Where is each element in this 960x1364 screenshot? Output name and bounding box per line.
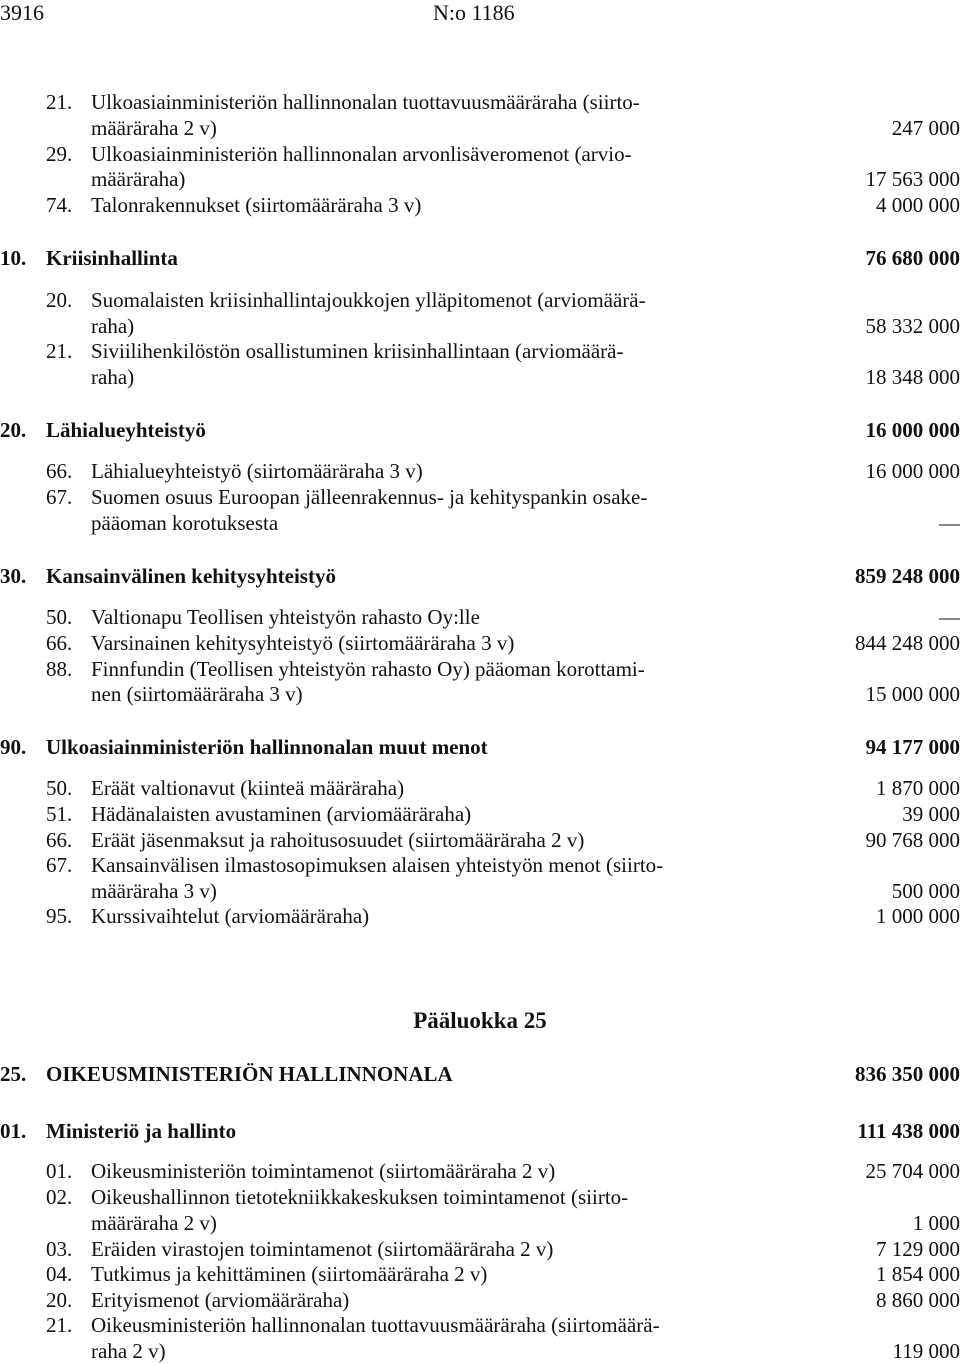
item-amount: 119 000 [893, 1338, 960, 1364]
section-heading-row [0, 563, 960, 589]
item-text: pääoman korotuksesta [91, 510, 278, 536]
item-text: Suomalaisten kriisinhallintajoukkojen ylläpitomenot (arviomäärä- [91, 287, 646, 313]
budget-item-row [0, 1261, 960, 1287]
item-amount: 76 680 000 [866, 245, 960, 271]
item-text: Suomen osuus Euroopan jälleenrakennus- ja kehityspankin osake- [91, 484, 647, 510]
item-text: raha) [91, 364, 134, 390]
item-text: määräraha 2 v) [91, 1210, 217, 1236]
item-amount: 4 000 000 [876, 192, 960, 218]
item-number: 50. [46, 775, 72, 801]
item-amount: 1 000 [913, 1210, 960, 1236]
budget-item-row [0, 656, 960, 682]
budget-item-row [0, 1210, 960, 1236]
item-text: Valtionapu Teollisen yhteistyön rahasto Oy:lle [91, 604, 480, 630]
item-amount: 844 248 000 [855, 630, 960, 656]
budget-item-row [0, 1184, 960, 1210]
item-text: Talonrakennukset (siirtomääräraha 3 v) [91, 192, 421, 218]
item-text: Finnfundin (Teollisen yhteistyön rahasto Oy) pääoman korottami- [91, 656, 645, 682]
section-heading-row [0, 734, 960, 760]
item-number: 88. [46, 656, 72, 682]
item-text: Kriisinhallinta [46, 245, 178, 271]
budget-item-row [0, 141, 960, 167]
item-number: 21. [46, 1312, 72, 1338]
item-amount: 39 000 [902, 801, 960, 827]
item-amount: 58 332 000 [866, 313, 960, 339]
budget-item-row [0, 827, 960, 853]
item-amount: 90 768 000 [866, 827, 960, 853]
item-number: 01. [0, 1118, 26, 1144]
item-text: Tutkimus ja kehittäminen (siirtomääräraha 2 v) [91, 1261, 487, 1287]
item-number: 30. [0, 563, 26, 589]
document-number: N:o 1186 [433, 0, 515, 26]
empty-amount-dash: — [939, 510, 960, 536]
item-text: määräraha 2 v) [91, 115, 217, 141]
item-amount: 8 860 000 [876, 1287, 960, 1313]
budget-item-row [0, 1236, 960, 1262]
item-text: Ministeriö ja hallinto [46, 1118, 236, 1144]
item-text: Kansainvälinen kehitysyhteistyö [46, 563, 336, 589]
item-number: 95. [46, 903, 72, 929]
item-number: 21. [46, 338, 72, 364]
budget-item-row [0, 484, 960, 510]
item-number: 29. [46, 141, 72, 167]
item-text: Ulkoasiainministeriön hallinnonalan tuottavuusmääräraha (siirto- [91, 89, 640, 115]
item-text: määräraha) [91, 166, 185, 192]
budget-item-row [0, 89, 960, 115]
item-text: Eräät valtionavut (kiinteä määräraha) [91, 775, 404, 801]
budget-item-row [0, 510, 960, 536]
item-text: Lähialueyhteistyö (siirtomääräraha 3 v) [91, 458, 423, 484]
item-amount: 1 870 000 [876, 775, 960, 801]
item-number: 10. [0, 245, 26, 271]
item-number: 20. [46, 287, 72, 313]
item-amount: 16 000 000 [866, 417, 960, 443]
item-number: 51. [46, 801, 72, 827]
section-heading-row [0, 417, 960, 443]
item-amount: 859 248 000 [855, 563, 960, 589]
empty-amount-dash: — [939, 604, 960, 630]
item-amount: 16 000 000 [866, 458, 960, 484]
budget-item-row [0, 604, 960, 630]
item-number: 67. [46, 852, 72, 878]
item-number: 66. [46, 827, 72, 853]
budget-item-row [0, 287, 960, 313]
budget-item-row [0, 801, 960, 827]
item-amount: 15 000 000 [866, 681, 960, 707]
item-text: Siviilihenkilöstön osallistuminen kriisinhallintaan (arviomäärä- [91, 338, 624, 364]
item-text: Hädänalaisten avustaminen (arviomääräraha) [91, 801, 471, 827]
budget-item-row [0, 458, 960, 484]
budget-item-row [0, 1287, 960, 1313]
item-text: OIKEUSMINISTERIÖN HALLINNONALA [46, 1061, 453, 1087]
budget-item-row [0, 192, 960, 218]
item-amount: 25 704 000 [866, 1158, 960, 1184]
item-text: Ulkoasiainministeriön hallinnonalan muut menot [46, 734, 488, 760]
budget-item-row [0, 1338, 960, 1364]
section-heading-row [0, 245, 960, 271]
item-text: nen (siirtomääräraha 3 v) [91, 681, 303, 707]
item-number: 50. [46, 604, 72, 630]
section-heading-row [0, 1118, 960, 1144]
item-text: määräraha 3 v) [91, 878, 217, 904]
main-class-title: Pääluokka 25 [0, 1008, 960, 1034]
budget-item-row [0, 630, 960, 656]
page-header [0, 0, 960, 26]
item-amount: 17 563 000 [866, 166, 960, 192]
item-number: 25. [0, 1061, 26, 1087]
item-text: Ulkoasiainministeriön hallinnonalan arvonlisäveromenot (arvio- [91, 141, 632, 167]
item-text: Kansainvälisen ilmastosopimuksen alaisen yhteistyön menot (siirto- [91, 852, 663, 878]
item-text: Kurssivaihtelut (arviomääräraha) [91, 903, 369, 929]
item-number: 21. [46, 89, 72, 115]
item-amount: 18 348 000 [866, 364, 960, 390]
item-number: 01. [46, 1158, 72, 1184]
item-number: 20. [46, 1287, 72, 1313]
item-amount: 247 000 [892, 115, 960, 141]
item-amount: 836 350 000 [855, 1061, 960, 1087]
budget-item-row [0, 313, 960, 339]
item-text: raha 2 v) [91, 1338, 166, 1364]
item-amount: 111 438 000 [857, 1118, 960, 1144]
item-text: Oikeusministeriön toimintamenot (siirtomääräraha 2 v) [91, 1158, 555, 1184]
item-number: 03. [46, 1236, 72, 1262]
item-number: 74. [46, 192, 72, 218]
page-number: 3916 [0, 0, 44, 26]
item-text: Eräiden virastojen toimintamenot (siirtomääräraha 2 v) [91, 1236, 553, 1262]
item-amount: 1 000 000 [876, 903, 960, 929]
item-text: Oikeushallinnon tietotekniikkakeskuksen toimintamenot (siirto- [91, 1184, 628, 1210]
item-amount: 1 854 000 [876, 1261, 960, 1287]
item-amount: 7 129 000 [876, 1236, 960, 1262]
item-number: 90. [0, 734, 26, 760]
budget-item-row [0, 852, 960, 878]
budget-item-row [0, 681, 960, 707]
budget-item-row [0, 903, 960, 929]
budget-item-row [0, 364, 960, 390]
item-number: 66. [46, 630, 72, 656]
item-amount: 94 177 000 [866, 734, 960, 760]
item-number: 67. [46, 484, 72, 510]
item-text: Varsinainen kehitysyhteistyö (siirtomääräraha 3 v) [91, 630, 514, 656]
item-text: raha) [91, 313, 134, 339]
budget-item-row [0, 878, 960, 904]
item-text: Oikeusministeriön hallinnonalan tuottavuusmääräraha (siirtomäärä- [91, 1312, 660, 1338]
section-heading-row [0, 1061, 960, 1087]
item-number: 04. [46, 1261, 72, 1287]
item-text: Erityismenot (arviomääräraha) [91, 1287, 349, 1313]
item-text: Eräät jäsenmaksut ja rahoitusosuudet (siirtomääräraha 2 v) [91, 827, 584, 853]
item-text: Lähialueyhteistyö [46, 417, 206, 443]
item-number: 02. [46, 1184, 72, 1210]
budget-item-row [0, 1312, 960, 1338]
item-amount: 500 000 [892, 878, 960, 904]
budget-item-row [0, 1158, 960, 1184]
item-number: 20. [0, 417, 26, 443]
budget-item-row [0, 338, 960, 364]
item-number: 66. [46, 458, 72, 484]
budget-item-row [0, 166, 960, 192]
budget-item-row [0, 115, 960, 141]
budget-item-row [0, 775, 960, 801]
